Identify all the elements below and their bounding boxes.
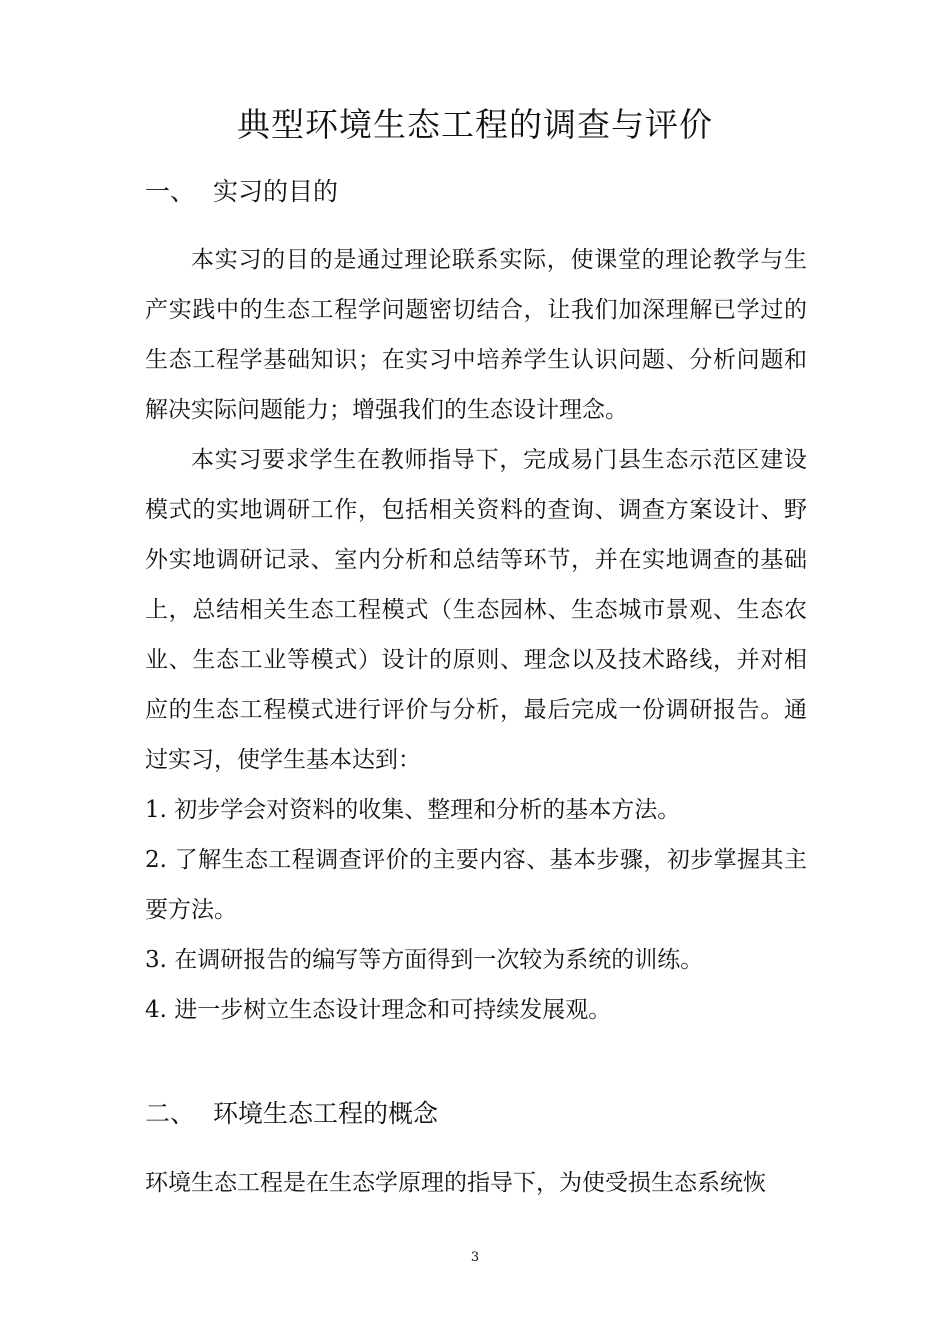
section-1-body: [145, 235, 807, 1035]
section-2-number: 二、: [145, 1099, 196, 1128]
list-item: 1. 初步学会对资料的收集、整理和分析的基本方法。: [145, 797, 681, 823]
section-1-paragraph-2: 本实习要求学生在教师指导下，完成易门县生态示范区建设模式的实地调研工作，包括相关资料的查询、调查方案设计、野外实地调研记录、室内分析和总结等环节，并在实地调查的基础上，总结相关生态工程模式（生态园林、生态城市景观、生态农业、生态工业等模式）设计的原则、理念以及技术路线，并对相应的生态工程模式进行评价与分析，最后完成一份调研报告。通过实习，使学生基本达到：: [145, 447, 807, 773]
section-2-title: 环境生态工程的概念: [213, 1099, 439, 1128]
list-item: 2. 了解生态工程调查评价的主要内容、基本步骤，初步掌握其主要方法。: [145, 847, 807, 923]
section-2-paragraph-1: 环境生态工程是在生态学原理的指导下，为使受损生态系统恢: [145, 1170, 766, 1196]
section-1-paragraph-1: 本实习的目的是通过理论联系实际，使课堂的理论教学与生产实践中的生态工程学问题密切结合，让我们加深理解已学过的生态工程学基础知识；在实习中培养学生认识问题、分析问题和解决实际问题能力；增强我们的生态设计理念。: [145, 247, 807, 423]
list-item: 3. 在调研报告的编写等方面得到一次较为系统的训练。: [145, 947, 704, 973]
section-1-number: 一、: [145, 177, 196, 206]
section-1-title: 实习的目的: [213, 177, 339, 206]
list-item: 4. 进一步树立生态设计理念和可持续发展观。: [145, 997, 612, 1023]
section-2-body: [145, 1158, 807, 1208]
section-1-heading: [145, 172, 338, 212]
page-number: 3: [470, 1250, 480, 1265]
section-2-heading: [145, 1094, 438, 1134]
document-title: 典型环境生态工程的调查与评价: [237, 105, 713, 144]
